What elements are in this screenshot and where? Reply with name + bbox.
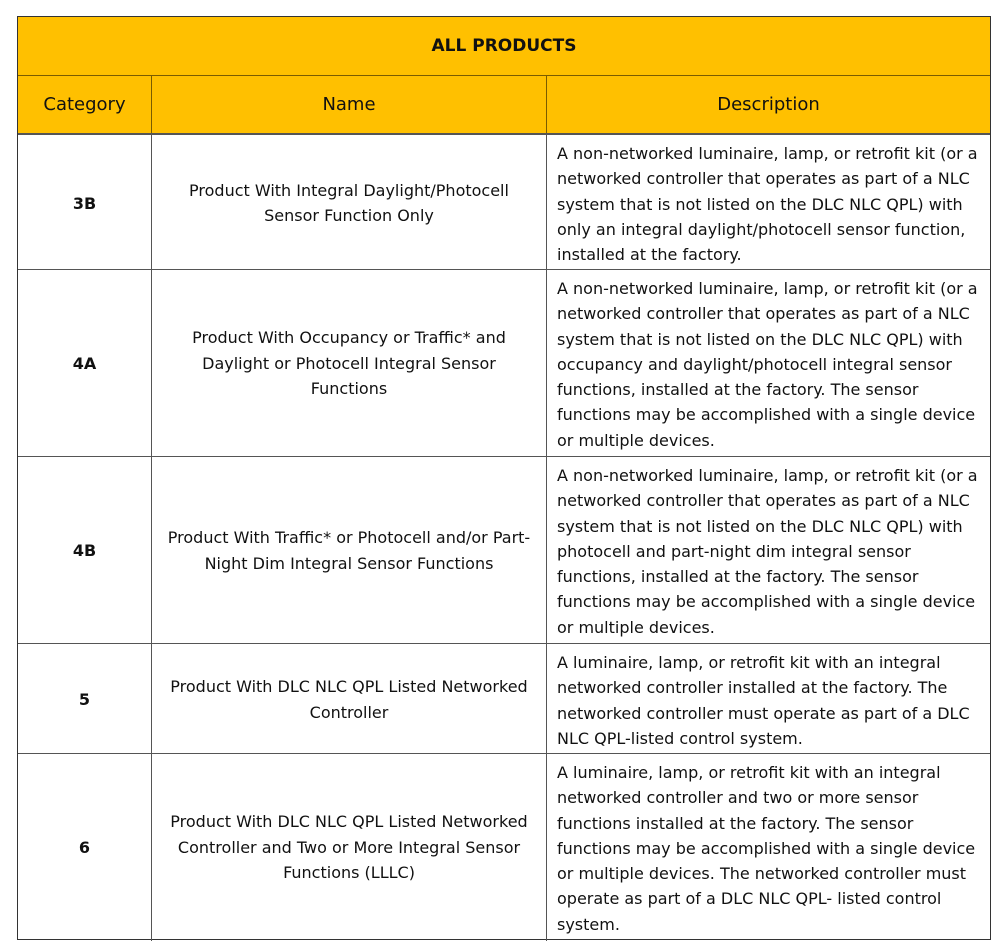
name-cell: Product With Occupancy or Traffic* and Daylight or Photocell Integral Sensor Functions <box>152 270 547 457</box>
header-category: Category <box>18 76 152 133</box>
category-cell: 4B <box>18 457 152 644</box>
header-description: Description <box>717 94 820 115</box>
name-cell: Product With DLC NLC QPL Listed Networked Controller <box>152 644 547 755</box>
table-row <box>18 457 990 644</box>
header-row <box>18 76 990 135</box>
category-cell: 5 <box>18 644 152 755</box>
header-name: Name <box>152 76 547 133</box>
description-cell: A non-networked luminaire, lamp, or retrofit kit (or a networked controller that operates as part of a NLC system that is not listed on the DLC NLC QPL) with photocell and part-night dim integral sensor functions, installed at the factory. The sensor functions may be accomplished with a single device or multiple devices. <box>557 466 978 637</box>
category-cell: 3B <box>18 135 152 271</box>
category-cell: 6 <box>18 754 152 941</box>
table-row <box>18 270 990 457</box>
description-cell: A luminaire, lamp, or retrofit kit with an integral networked controller installed at the factory. The networked controller must operate as part of a DLC NLC QPL-listed control system. <box>557 653 970 748</box>
table-row <box>18 135 990 270</box>
name-cell: Product With DLC NLC QPL Listed Networked Controller and Two or More Integral Sensor Functions (LLLC) <box>152 754 547 941</box>
description-cell: A non-networked luminaire, lamp, or retrofit kit (or a networked controller that operates as part of a NLC system that is not listed on the DLC NLC QPL) with only an integral daylight/photocell sensor function, installed at the factory. <box>557 144 978 265</box>
description-cell: A luminaire, lamp, or retrofit kit with an integral networked controller and two or more sensor functions installed at the factory. The sensor functions may be accomplished with a single device or multiple devices. The networked controller must operate as part of a DLC NLC QPL- listed control system. <box>557 763 976 934</box>
category-cell: 4A <box>18 270 152 457</box>
table-row <box>18 754 990 939</box>
products-table <box>17 16 991 940</box>
table-title <box>18 17 990 76</box>
name-cell: Product With Integral Daylight/Photocell Sensor Function Only <box>152 135 547 271</box>
description-cell: A non-networked luminaire, lamp, or retrofit kit (or a networked controller that operates as part of a NLC system that is not listed on the DLC NLC QPL) with occupancy and daylight/photocell integral sensor functions, installed at the factory. The sensor functions may be accomplished with a single device or multiple devices. <box>557 279 978 450</box>
table-title-text: ALL PRODUCTS <box>431 36 577 56</box>
table-row <box>18 644 990 754</box>
name-cell: Product With Traffic* or Photocell and/or Part-Night Dim Integral Sensor Functions <box>152 457 547 644</box>
